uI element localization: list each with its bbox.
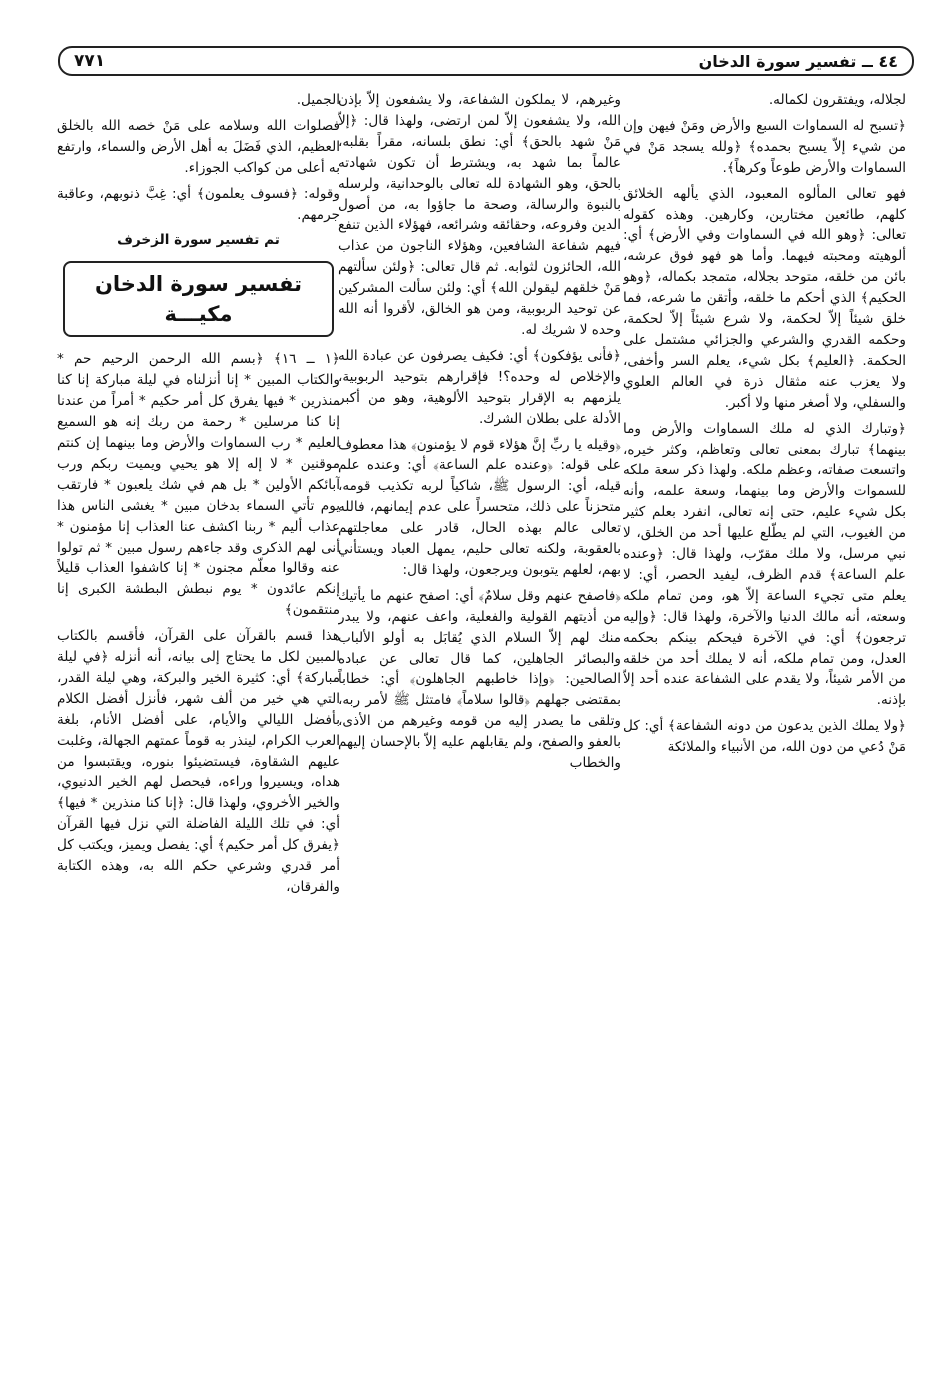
surah-end-note: تم تفسير سورة الزخرف: [117, 232, 280, 249]
paragraph: ﴿وتبارك الذي له ملك السماوات والأرض وما بينهما﴾ تبارك بمعنى تعالى وتعاظم، وكثر خيره، واتسعت صفاته، وعظم ملكه. ولهذا ذكر سعة ملكه للسموات والأرض وما بينهما، وسعة علمه، وأنه بكل شيء عليم، حتى إنه تعالى، انفرد بعلم كثير من الغيوب، التي لم يطّلع عليها أحد من الخلق، لا نبي مرسل، ولا ملك مقرّب، ولهذا قال: ﴿وعنده علم الساعة﴾ قدم الظرف، ليفيد الحصر، أي: لا يعلم متى تجيء الساعة إلاّ هو، ومن تمام ملكه وسعته، أنه مالك الدنيا والآخرة، ولهذا قال: ﴿وإليه ترجعون﴾ أي: في الآخرة فيحكم بينكم بحكمه العدل، ومن تمام ملكه، أنه لا يملك أحد من خلقه من الأمر شيئاً، ولا يقدم على الشفاعة عنده أحد إلاّ بإذنه.: [623, 420, 906, 709]
paragraph: فصلوات الله وسلامه على مَنْ خصه الله بالخلق العظيم، الذي فَضَلَ به أهل الأرض والسماء، وارتفع به أعلى من كواكب الجوزاء.: [57, 117, 340, 176]
text-column-left: [57, 90, 340, 1365]
surah-title: تفسير سورة الدخان: [94, 272, 303, 297]
page-number: ٧٧١: [74, 51, 106, 71]
paragraph: فهو تعالى المألوه المعبود، الذي يألهه الخلائق كلهم، طائعين مختارين، وكارهين. وهذه كقوله تعالى: ﴿وهو الله في السماوات وفي الأرض﴾ أي: ألوهيته ومحبته فيهما. وأما هو فهو فوق عرشه، بائن من خلقه، متوحد بجلاله، متمجد بكماله، ﴿وهو الحكيم﴾ الذي أحكم ما خلقه، وأتقن ما شرعه، فما خلق شيئاً إلاّ لحكمة، ولا شرع شيئاً إلاّ لحكمة، وحكمه القدري والشرعي والجزائي مشتمل على الحكمة. ﴿العليم﴾ بكل شيء، يعلم السر وأخفى، ولا يعزب عنه مثقال ذرة في العالم العلوي والسفلي، ولا أصغر منها ولا أكبر.: [623, 185, 906, 411]
paragraph: وقوله: ﴿فسوف يعلمون﴾ أي: غِبَّ ذنوبهم، وعاقبة جرمهم.: [57, 185, 340, 223]
paragraph: ﴿١ ــ ١٦﴾ ﴿بسم الله الرحمن الرحيم حم * والكتاب المبين * إنا أنزلناه في ليلة مباركة إنا كنا منذرين * فيها يفرق كل أمر حكيم * أمراً من عندنا إنا كنا مرسلين * رحمة من ربك إنه هو السميع العليم * رب السماوات والأرض وما بينهما إن كنتم موقنين * لا إله إلا هو يحيي ويميت ربكم ورب آبائكم الأولين * بل هم في شك يلعبون * فارتقب يوم تأتي السماء بدخان مبين * يغشى الناس هذا عذاب أليم * ربنا اكشف عنا العذاب إنا مؤمنون * أنى لهم الذكرى وقد جاءهم رسول مبين * ثم تولوا عنه وقالوا معلّم مجنون * إنا كاشفوا العذاب قليلاً إنكم عائدون * يوم نبطش البطشة الكبرى إنا منتقمون﴾: [57, 351, 340, 619]
paragraph: ﴿ولا يملك الذين يدعون من دونه الشفاعة﴾ أي: كل مَنْ دُعي من دون الله، من الأنبياء والملائكة: [623, 718, 906, 756]
surah-type: مكيـــة: [164, 302, 233, 327]
paragraph: الجميل.: [296, 92, 340, 108]
paragraph: وغيرهم، لا يملكون الشفاعة، ولا يشفعون إلاّ بإذن الله، ولا يشفعون إلاّ لمن ارتضى، ولهذا قال: ﴿إلاّ مَنْ شهد بالحق﴾ أي: نطق بلسانه، مقراً بقلبه، عالماً بما شهد به، ويشترط أن تكون شهادته بالحق، وهو الشهادة لله تعالى بالوحدانية، ولرسله بالنبوة والرسالة، وصحة ما جاؤوا به، من أصول الدين وفروعه، وحقائقه وشرائعه، فهؤلاء الذين تنفع فيهم شفاعة الشافعين، وهؤلاء الناجون من عذاب الله، الحائزون لثوابه. ثم قال تعالى: ﴿ولئن سألتهم مَنْ خلقهم ليقولن الله﴾ أي: ولئن سألت المشركين عن توحيد الربوبية، ومن هو الخالق، لأقروا أنه الله وحده لا شريك له.: [338, 92, 621, 338]
header-title: ٤٤ ــ تفسير سورة الدخان: [698, 51, 898, 71]
paragraph: ﴿فأنى يؤفكون﴾ أي: فكيف يصرفون عن عبادة الله والإخلاص له وحده؟! فإقرارهم بتوحيد الربوبية، يلزمهم به الإقرار بتوحيد الألوهية، وهو من أكبر الأدلة على بطلان الشرك.: [338, 347, 621, 427]
paragraph: ﴿تسبح له السماوات السبع والأرض ومَنْ فيهن وإن من شيء إلاّ يسبح بحمده﴾ ﴿ولله يسجد مَنْ في السماوات والأرض طوعاً وكرهاً﴾.: [623, 117, 906, 176]
paragraph: ﴿وقيله يا ربِّ إنَّ هؤلاء قوم لا يؤمنون﴾ هذا معطوف على قوله: ﴿وعنده علم الساعة﴾ أي: وعنده علم قيله، أي: الرسول ﷺ، شاكياً لربه تكذيب قومه، متحزناً على ذلك، متحسراً على عدم إيمانهم، فالله تعالى عالم بهذه الحال، قادر على معاجلتهم بالعقوبة، ولكنه تعالى حليم، يمهل العباد ويستأني بهم، لعلهم يتوبون ويرجعون، ولهذا قال:: [338, 436, 621, 578]
surah-title-box: [63, 261, 334, 337]
text-column-right: [623, 90, 906, 1365]
paragraph: ﴿فاصفح عنهم وقل سلامٌ﴾ أي: اصفح عنهم ما يأتيك من أذيتهم القولية والفعلية، واعف عنهم، ولا يبدر منك لهم إلاّ السلام الذي يُقابَل به أولو الألباب والبصائر الجاهلين، كما قال تعالى عن عباده الصالحين: ﴿وإذا خاطبهم الجاهلون﴾ أي: خطاباً بمقتضى جهلهم ﴿قالوا سلاماً﴾ فامتثل ﷺ لأمر ربه، وتلقى ما يصدر إليه من قومه وغيرهم من الأذى، بالعفو والصفح، ولم يقابلهم عليه إلاّ بالإحسان إليهم والخطاب: [338, 587, 621, 772]
paragraph: لجلاله، ويفتقرون لكماله.: [768, 92, 906, 108]
running-header: [58, 46, 914, 76]
text-column-middle: [338, 90, 621, 1365]
paragraph: هذا قسم بالقرآن على القرآن، فأقسم بالكتاب المبين لكل ما يحتاج إلى بيانه، أنه أنزله ﴿في ليلة مباركة﴾ أي: كثيرة الخير والبركة، وهي ليلة القدر، التي هي خير من ألف شهر، فأنزل أفضل الكلام بأفضل الليالي والأيام، على أفضل الأنام، بلغة العرب الكرام، لينذر به قوماً عمتهم الجهالة، وغلبت عليهم الشقاوة، فيستضيئوا بنوره، ويقتبسوا من هداه، ويسيروا وراءه، فيحصل لهم الخير الدنيوي، والخير الأخروي، ولهذا قال: ﴿إنا كنا منذرين * فيها﴾ أي: في تلك الليلة الفاضلة التي نزل فيها القرآن ﴿يفرق كل أمر حكيم﴾ أي: يفصل ويميز، ويكتب كل أمر قدري وشرعي حكم الله به، وهذه الكتابة والفرقان،: [57, 628, 340, 895]
